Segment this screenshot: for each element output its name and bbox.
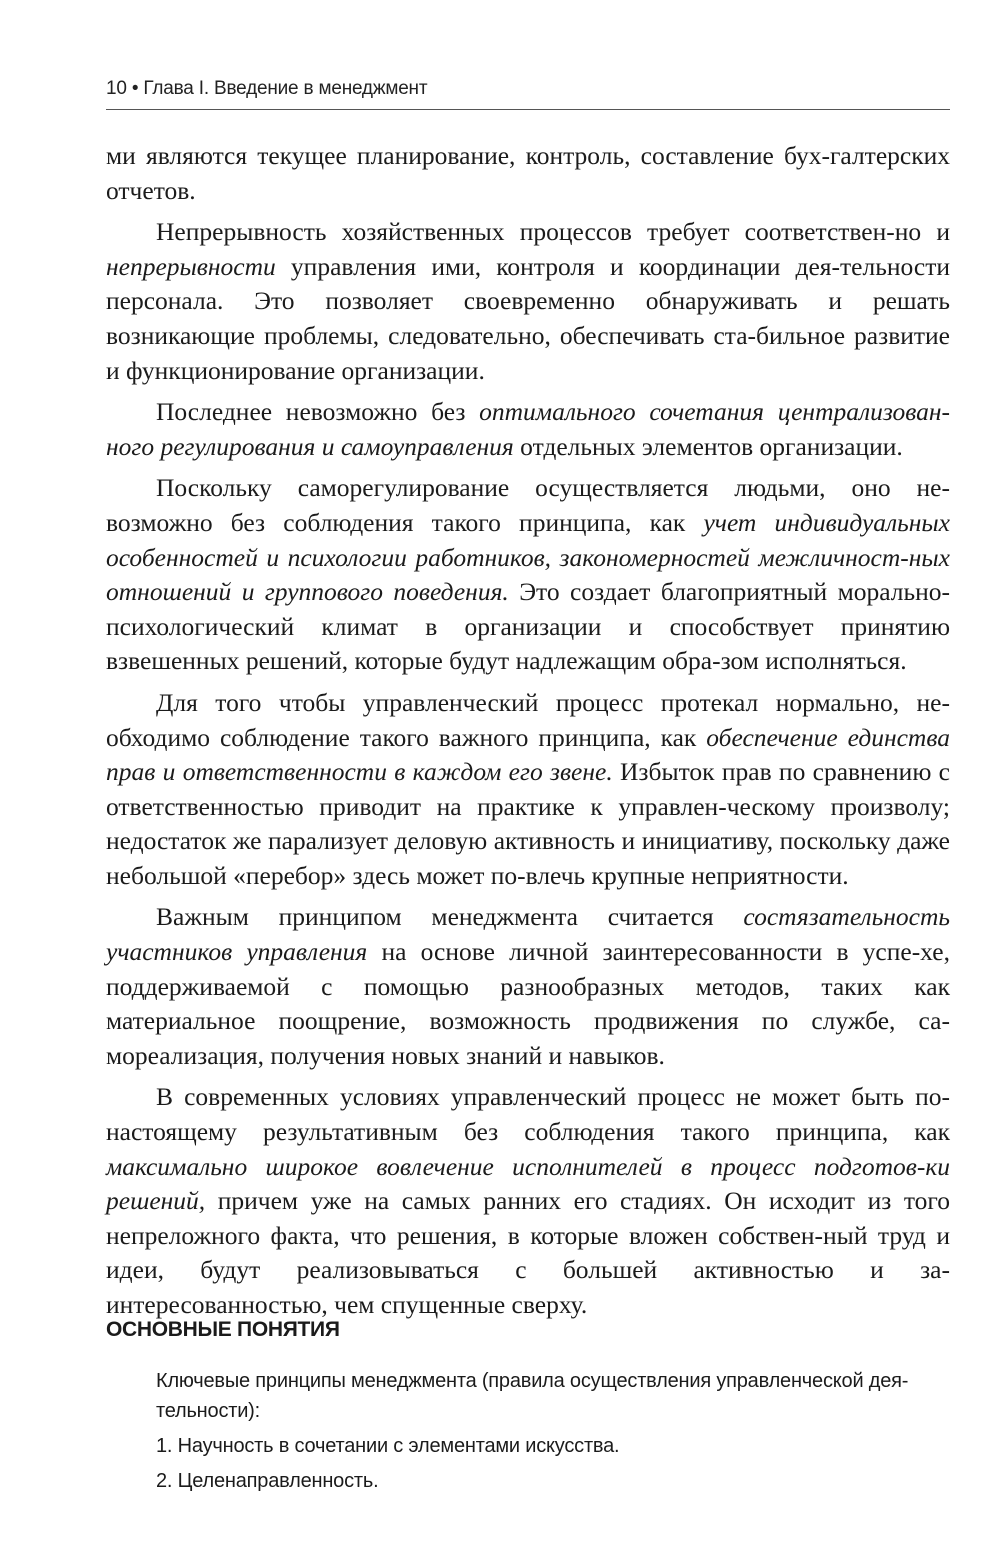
section-title: ОСНОВНЫЕ ПОНЯТИЯ xyxy=(106,1318,340,1341)
paragraph-5-emphasis: обеспечение единства прав и ответственности в каждом его звене. xyxy=(106,722,950,787)
paragraph-2-text-b: управления ими, контроля и координации дея-тельности персонала. Это позволяет своевременно обнаруживать и решать возникающие проблемы, следовательно, обеспечивать ста-бильное развитие и функционирование организации. xyxy=(106,251,950,385)
paragraph-4-text-a: Поскольку саморегулирование осуществляется людьми, оно не-возможно без соблюдения такого принципа, как xyxy=(106,473,950,537)
paragraph-7 xyxy=(106,1080,950,1322)
paragraph-3-text-a: Последнее невозможно без xyxy=(156,397,480,427)
paragraph-6-emphasis: состязательность участников управления xyxy=(106,902,950,967)
paragraph-3-text-b: отдельных элементов организации. xyxy=(513,431,903,461)
running-head: 10 • Глава I. Введение в менеджмент xyxy=(106,78,428,99)
header-divider xyxy=(106,109,950,110)
paragraph-2 xyxy=(106,215,950,388)
paragraph-2-text-a: Непрерывность хозяйственных процессов требует соответствен-но и xyxy=(156,217,950,247)
paragraph-3 xyxy=(106,395,950,464)
paragraph-6 xyxy=(106,900,950,1073)
paragraph-5 xyxy=(106,686,950,894)
paragraph-4-text-b: Это создает благоприятный морально-психологический климат в организации и способствует принятию взвешенных решений, которые будут надлежащим обра-зом исполняться. xyxy=(106,577,950,676)
paragraph-6-text-a: Важным принципом менеджмента считается xyxy=(156,902,744,932)
main-text xyxy=(106,139,950,1323)
concepts-intro: Ключевые принципы менеджмента (правила осуществления управленческой дея-тельности): xyxy=(156,1370,909,1422)
concepts-list xyxy=(156,1430,952,1497)
paragraph-5-text-b: Избыток прав по сравнению с ответственностью приводит на практике к управлен-ческому произволу; недостаток же парализует деловую активность и инициативу, поскольку даже небольшой «перебор» здесь может по-влечь крупные неприятности. xyxy=(106,757,950,890)
paragraph-4 xyxy=(106,471,950,679)
paragraph-7-text-b: причем уже на самых ранних его стадиях. Он исходит из того непреложного факта, что решения, в которые вложен собствен-ный труд и идеи, будут реализовываться с большей активностью и за-интересованностью, чем спущенные сверху. xyxy=(106,1186,950,1319)
key-concepts xyxy=(156,1366,952,1500)
paragraph-7-text-a: В современных условиях управленческий процесс не может быть по-настоящему результативным без соблюдения такого принципа, как xyxy=(106,1082,950,1147)
paragraph-7-emphasis: максимально широкое вовлечение исполнителей в процесс подготов-ки решений, xyxy=(106,1151,950,1216)
paragraph-3-emphasis: оптимального сочетания централизован-ного регулирования и самоуправления xyxy=(106,397,950,461)
list-item: 2. Целенаправленность. xyxy=(156,1470,379,1492)
list-item: 1. Научность в сочетании с элементами искусства. xyxy=(156,1435,620,1457)
paragraph-4-emphasis: учет индивидуальных особенностей и психологии работников, закономерностей межличност-ных отношений и группового поведения. xyxy=(106,507,950,607)
paragraph-1 xyxy=(106,139,950,208)
paragraph-2-emphasis: непрерывности xyxy=(106,251,276,281)
paragraph-5-text-a: Для того чтобы управленческий процесс протекал нормально, не-обходимо соблюдение такого важного принципа, как xyxy=(106,687,950,752)
paragraph-1-text: ми являются текущее планирование, контроль, составление бух-галтерских отчетов. xyxy=(106,141,950,205)
paragraph-6-text-b: на основе личной заинтересованности в успе-хе, поддерживаемой с помощью разнообразных методов, таких как материальное поощрение, возможность продвижения по службе, са-мореализация, получения новых знаний и навыков. xyxy=(106,937,950,1070)
